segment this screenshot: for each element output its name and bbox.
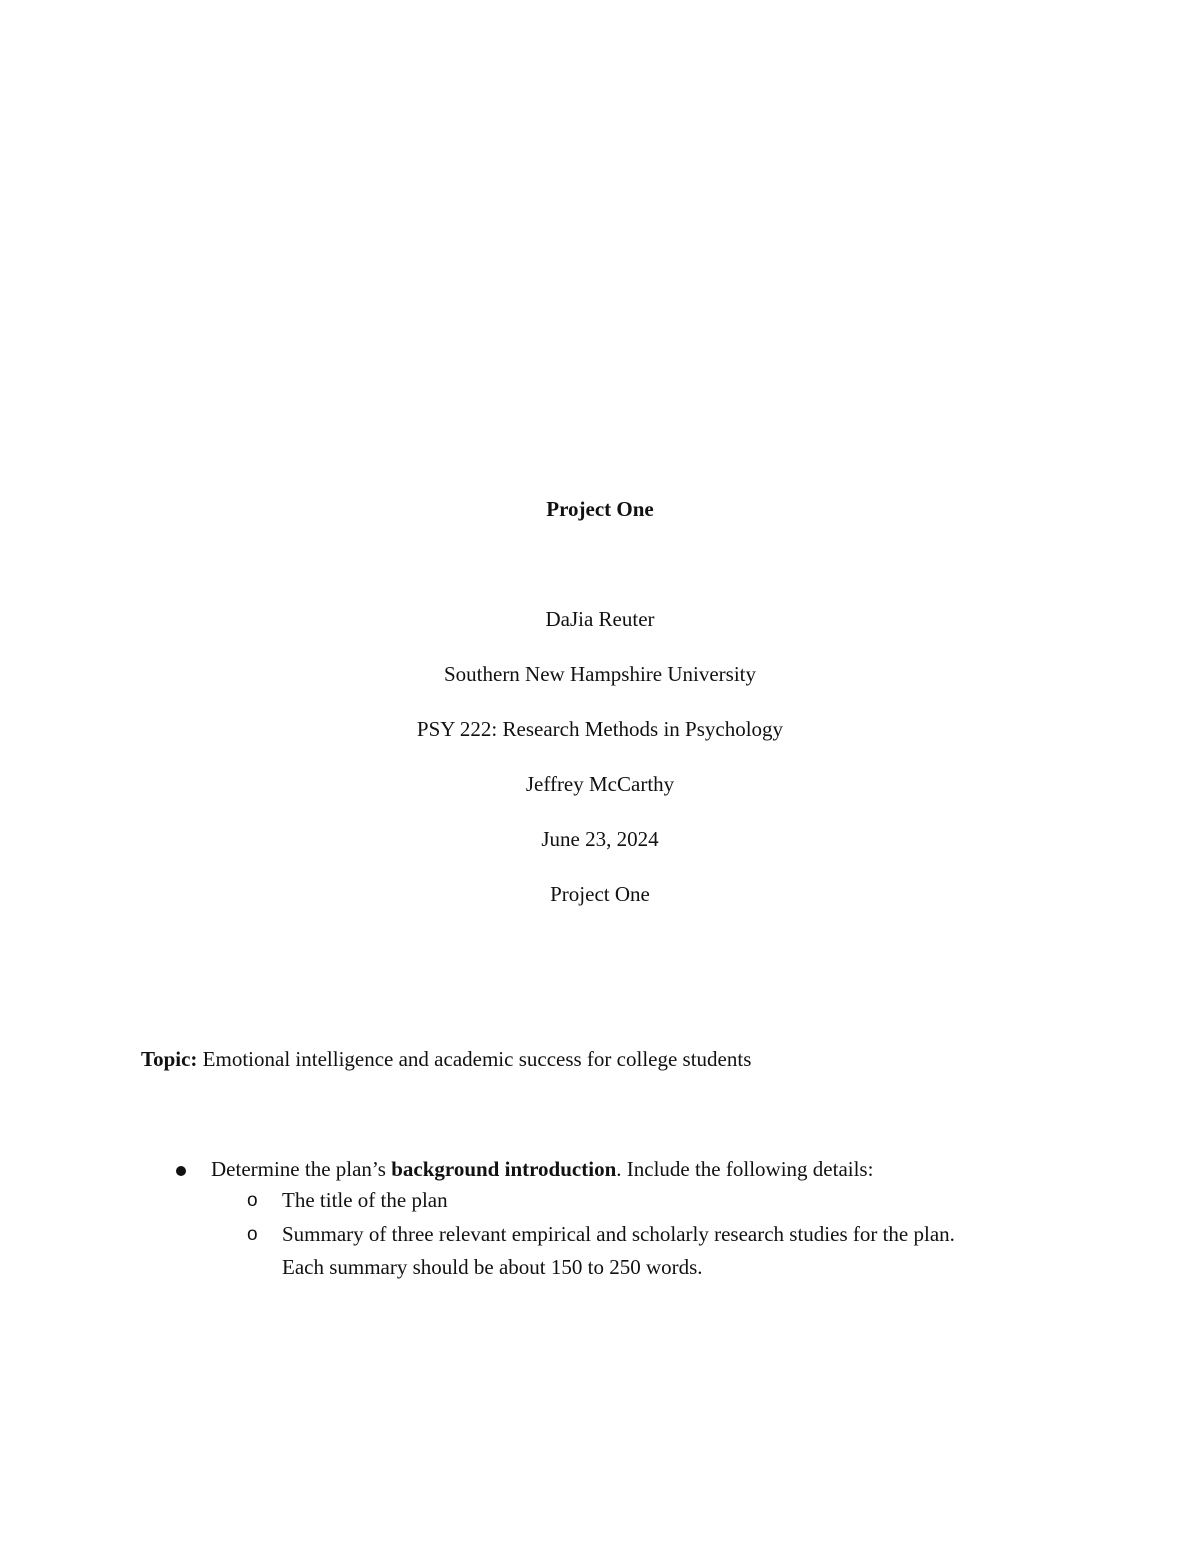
topic-label: Topic: bbox=[141, 1047, 198, 1071]
bullet-prefix: Determine the plan’s bbox=[211, 1157, 392, 1181]
author-name: DaJia Reuter bbox=[545, 607, 655, 631]
assignment-name: Project One bbox=[550, 882, 650, 906]
sub-bullet-icon: o bbox=[247, 1190, 258, 1211]
instructor-name: Jeffrey McCarthy bbox=[525, 772, 675, 796]
topic-line bbox=[141, 1047, 751, 1072]
course-name: PSY 222: Research Methods in Psychology bbox=[416, 717, 784, 741]
bullet-icon bbox=[176, 1166, 186, 1176]
sub-item-summary-line-2: Each summary should be about 150 to 250 words. bbox=[282, 1255, 703, 1279]
institution-name: Southern New Hampshire University bbox=[443, 662, 757, 686]
bullet-item-background-introduction bbox=[211, 1157, 873, 1182]
sub-item-title-of-plan: The title of the plan bbox=[282, 1188, 448, 1212]
bullet-emphasis: background introduction bbox=[391, 1157, 617, 1181]
document-title: Project One bbox=[546, 497, 654, 521]
document-date: June 23, 2024 bbox=[541, 827, 659, 851]
bullet-suffix: . Include the following details: bbox=[616, 1157, 874, 1181]
sub-item-summary-line-1: Summary of three relevant empirical and scholarly research studies for the plan. bbox=[282, 1222, 955, 1246]
topic-text: Emotional intelligence and academic success for college students bbox=[202, 1047, 752, 1071]
sub-bullet-icon: o bbox=[247, 1224, 258, 1245]
